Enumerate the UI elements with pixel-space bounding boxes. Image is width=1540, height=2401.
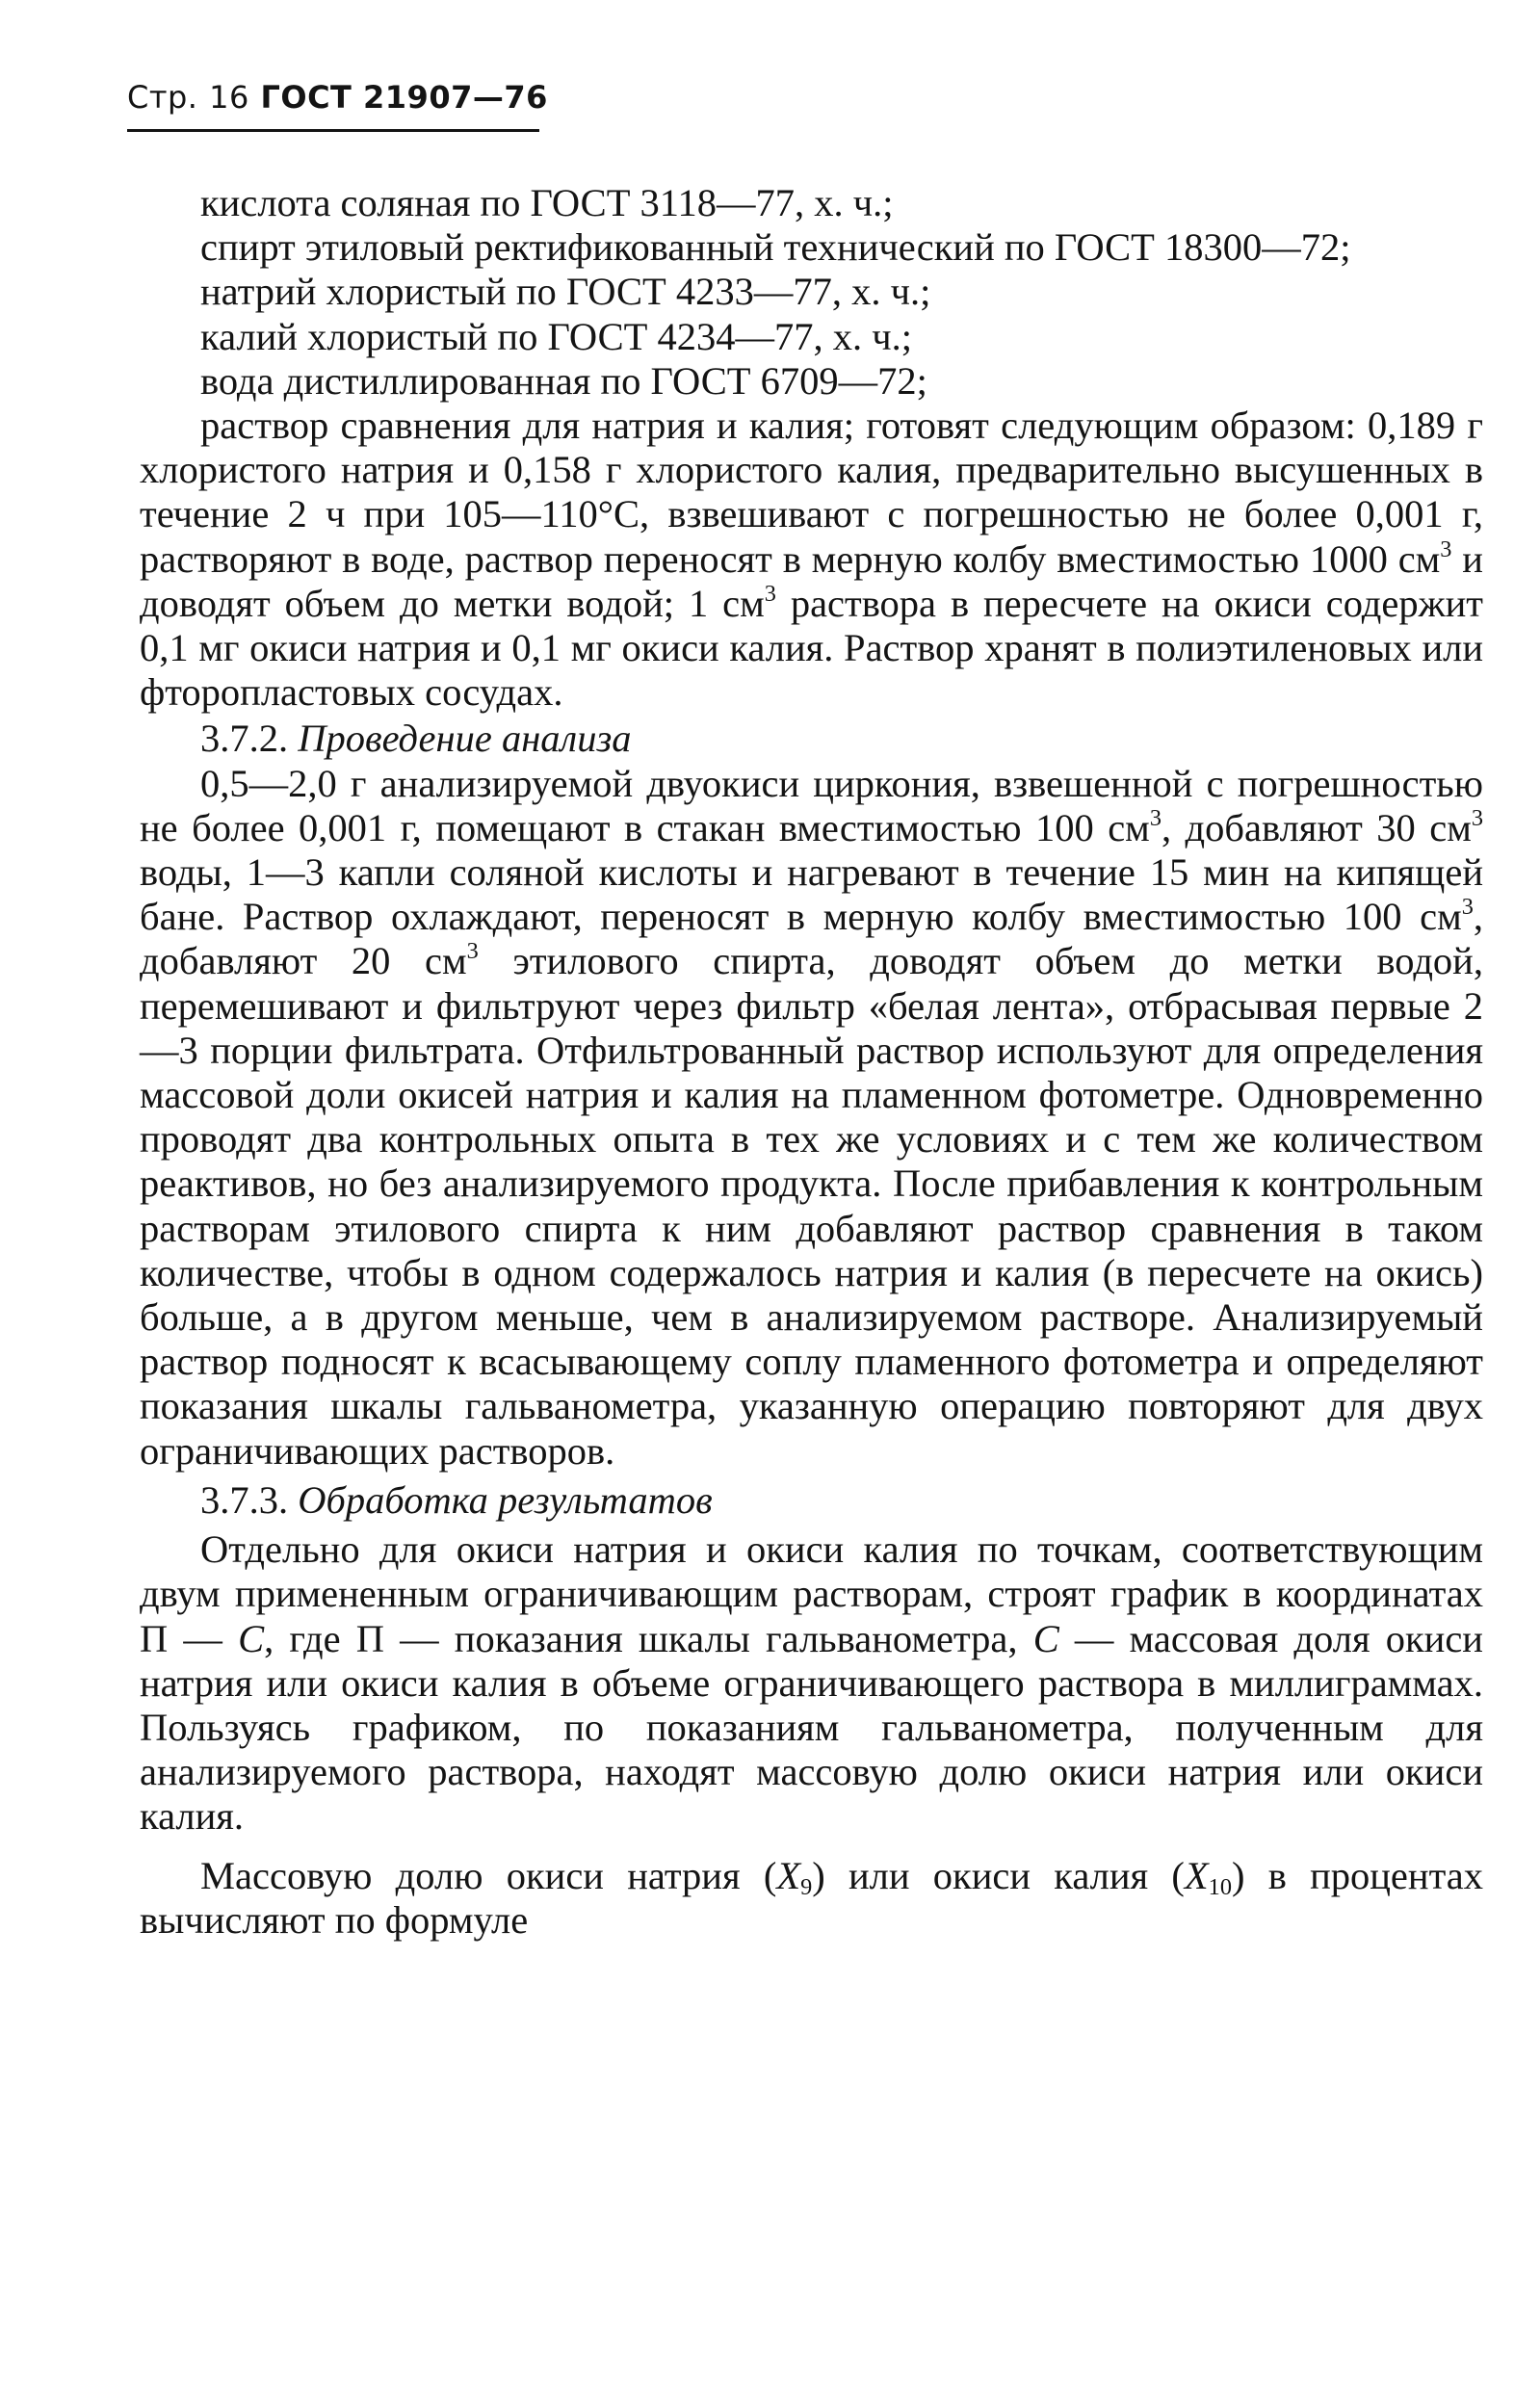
reagent-item: калий хлористый по ГОСТ 4234—77, х. ч.;	[200, 314, 912, 358]
reagent-item: кислота соляная по ГОСТ 3118—77, х. ч.;	[200, 181, 894, 224]
reagent-item: натрий хлористый по ГОСТ 4233—77, х. ч.;	[200, 270, 931, 314]
mass-fraction-paragraph: Массовую долю окиси натрия $(X_9)$ или окиси калия $(X_{10})$ в процентах вычисляют по формуле	[140, 1853, 1483, 1942]
reagent-item: спирт этиловый ректификованный технический по ГОСТ 18300—72;	[200, 225, 1351, 270]
page-number: 16	[209, 79, 249, 116]
comparison-solution-paragraph: раствор сравнения для натрия и калия; готовят следующим образом: 0,189 г хлористого натрия и 0,158 г хлористого калия, предварительно высушенных в течение 2 ч при 105—110°С, взвешивают с погрешностью не более 0,001 г, растворяют в воде, раствор переносят в мерную колбу вместимостью 1000 $см^3$ и доводят объем до метки водой; 1 $см^3$ раствора в пересчете на окиси содержит 0,1 мг окиси натрия и 0,1 мг окиси калия. Раствор хранят в полиэтиленовых или фторопластовых сосудах.	[140, 404, 1483, 715]
analysis-paragraph: 0,5—2,0 г анализируемой двуокиси циркония, взвешенной с погрешностью не более 0,001 г, помещают в стакан вместимостью 100 $см^3$, добавляют 30 $см^3$ воды, 1—3 капли соляной кислоты и нагревают в течение 15 мин на кипящей бане. Раствор охлаждают, переносят в мерную колбу вместимостью 100 $см^3$, добавляют 20 $см^3$ этилового спирта, доводят объем до метки водой, перемешивают и фильтруют через фильтр «белая лента», отбрасывая первые 2—3 порции фильтрата. Отфильтрованный раствор используют для определения массовой доли окисей натрия и калия на пламенном фотометре. Одновременно проводят два контрольных опыта в тех же условиях и с тем же количеством реактивов, но без анализируемого продукта. После прибавления к контрольным растворам этилового спирта к ним добавляют раствор сравнения в таком количестве, чтобы в одном содержалось натрия и калия (в пересчете на окись) больше, а в другом меньше, чем в анализируемом растворе. Анализируемый раствор подносят к всасывающему соплу пламенного фотометра и определяют показания шкалы гальванометра, указанную операцию повторяют для двух ограничивающих растворов.	[140, 761, 1483, 1473]
header-rule	[127, 129, 539, 132]
section-title: Проведение анализа	[298, 717, 632, 761]
section-number: 3.7.2.	[200, 717, 289, 761]
section-title: Обработка результатов	[298, 1477, 713, 1522]
reagent-item: вода дистиллированная по ГОСТ 6709—72;	[200, 358, 927, 403]
section-number: 3.7.3.	[200, 1477, 289, 1522]
page-header	[127, 79, 548, 116]
results-paragraph: Отдельно для окиси натрия и окиси калия по точкам, соответствующим двум примененным ограничивающим растворам, строят график в координатах П — С, где П — показания шкалы гальванометра, С — массовая доля окиси натрия или окиси калия в объеме ограничивающего раствора в миллиграммах. Пользуясь графиком, по показаниям гальванометра, полученным для анализируемого раствора, находят массовую долю окиси натрия или окиси калия.	[140, 1527, 1483, 1839]
section-373-heading	[140, 1478, 1483, 1523]
page-prefix: Стр.	[127, 79, 198, 116]
document-body	[140, 181, 1483, 1943]
section-372-heading	[140, 717, 1483, 761]
standard-designation: ГОСТ 21907—76	[260, 79, 548, 116]
